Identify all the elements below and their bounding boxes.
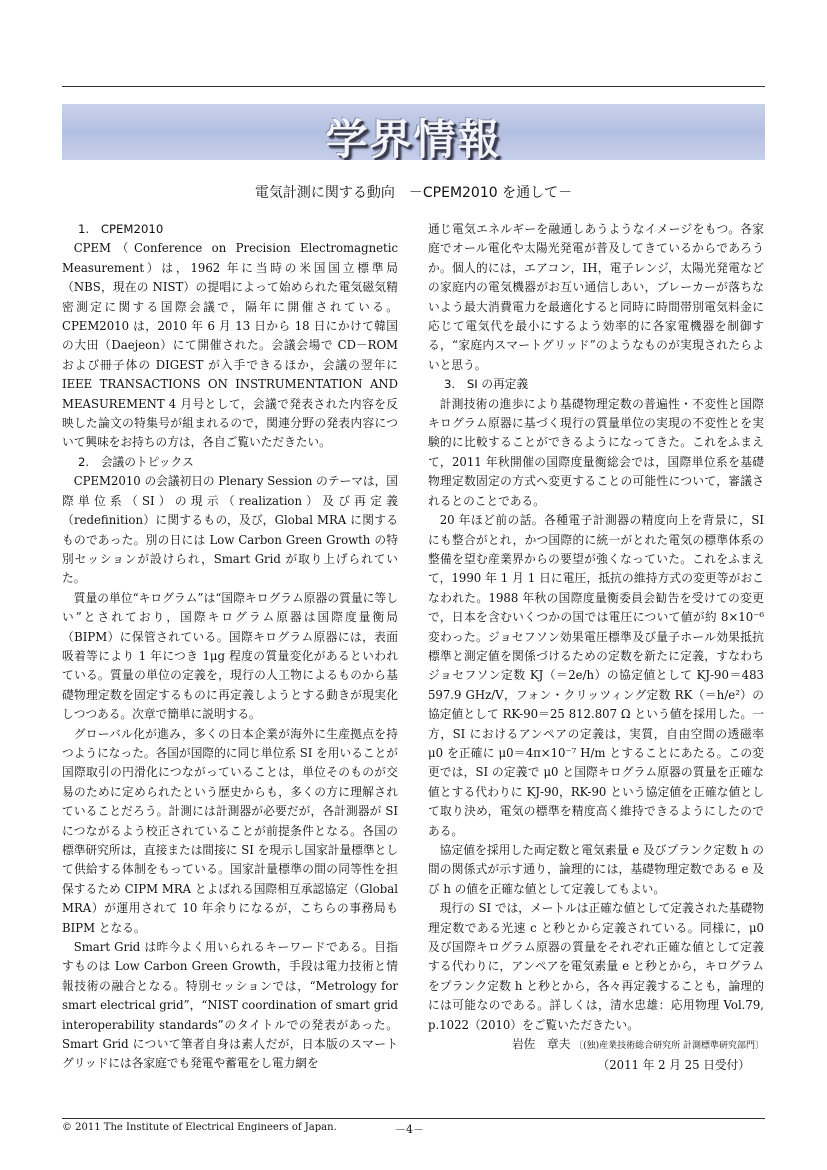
author-name: 岩佐 章夫 (511, 1037, 571, 1052)
received-date: （2011 年 2 月 25 日受付） (597, 1058, 750, 1073)
banner-title: 学界情報 (325, 115, 502, 160)
section-heading: 2. 会議のトピックス (78, 454, 194, 469)
footer-copyright: © 2011 The Institute of Electrical Engineers of Japan. (62, 1122, 337, 1133)
paragraph: 現行の SI では，メートルは正確な値として定義された基礎物理定数である光速 c と秒とから定義されている。同様に，μ0 及び国際キログラム原器の質量をそれぞれ正確な値として定義する代わりに，アンペアを電気素量 e と秒とから，キログラムをプランク定数 h と秒とから，各々再定義することも，論理的には可能なのである。詳しくは，清水忠雄：応用物理 Vol.79, p.1022（2010）をご覧いただきたい。 (428, 901, 764, 1032)
paragraph: 計測技術の進歩により基礎物理定数の普遍性・不変性と国際キログラム原器に基づく現行の質量単位の実現の不変性とを実験的に比較することができるようになってきた。これをふまえて，2011 年秋開催の国際度量衡総会では，国際単位系を基礎物理定数固定の方式へ変更することの可能性について，審議されるとのことである。 (428, 396, 764, 508)
paragraph: CPEM2010 の会議初日の Plenary Session のテーマは，国際単位系（SI）の現示（realization）及び再定義（redefinition）に関するもの，及び，Global MRA に関するものであった。別の日には Low Carbon Green Growth の特別セッションが設けられ，Smart Grid が取り上げられていた。 (62, 474, 398, 586)
section-heading: 1. CPEM2010 (78, 222, 164, 236)
page-number: －4－ (395, 1123, 424, 1136)
paragraph: 協定値を採用した両定数と電気素量 e 及びプランク定数 h の間の関係式が示す通り，論理的には，基礎物理定数である e 及び h の値を正確な値として定義してもよい。 (428, 843, 764, 896)
paragraph: グローバル化が進み，多くの日本企業が海外に生産拠点を持つようになった。各国が国際的に同じ単位系 SI を用いることが国際取引の円滑化につながっていることは，単位そのものが交易のために定められたという歴史からも，多くの方に理解されていることだろう。計測には計測器が必要だが，各計測器が SI につながるよう校正されていることが前提条件となる。各国の標準研究所は，直接または間接に SI を現示し国家計量標準として供給する体制をもっている。国家計量標準の間の同等性を担保するため CIPM MRA とよばれる国際相互承認協定（Global MRA）が運用されて 10 年余りになるが，こちらの事務局も BIPM となる。 (62, 726, 398, 935)
right-column-body (428, 220, 764, 1035)
paragraph: 質量の単位“キログラム”は“国際キログラム原器の質量に等しい”とされており，国際キログラム原器は国際度量衡局（BIPM）に保管されている。国際キログラム原器には，表面吸着等により 1 年につき 1μg 程度の質量変化があるといわれている。質量の単位の定義を，現行の人工物によるものから基礎物理定数を固定するものに再定義しようとする動きが現実化しつつある。次章で簡単に説明する。 (62, 590, 398, 722)
left-column (62, 220, 398, 1074)
section-banner (62, 104, 765, 160)
paragraph: 通じ電気エネルギーを融通しあうようなイメージをもつ。各家庭でオール電化や太陽光発電が普及してきているからであろうか。個人的には，エアコン，IH，電子レンジ，太陽光発電などの家庭内の電気機器がお互い通信しあい，ブレーカーが落ちないよう最大消費電力を最適化すると同時に時間帯別電気料金に応じて電気代を最小にするよう効率的に各家電機器を制御する，“家庭内スマートグリッド”のようなものが実現されたらよいと思う。 (428, 222, 764, 372)
paragraph: 20 年ほど前の話。各種電子計測器の精度向上を背景に，SI にも整合がとれ，かつ国際的に統一がとれた電気の標準体系の整備を望む産業界からの要望が強くなっていた。これをふまえて，1990 年 1 月 1 日に電圧，抵抗の維持方式の変更等がおこなわれた。1988 年秋の国際度量衡委員会勧告を受けての変更で，日本を含むいくつかの国では電圧について値が約 8×10⁻⁶ 変わった。ジョセフソン効果電圧標準及び量子ホール効果抵抗標準と測定値を関係づけるための定数を新たに定義，すなわちジョセフソン定数 KJ（＝2e/h）の協定値として KJ-90＝483 597.9 GHz/V，フォン・クリッツィング定数 RK（＝h/e²）の協定値として RK-90＝25 812.807 Ω という値を採用した。一方，SI におけるアンペアの定義は，実質，自由空間の透磁率 μ0 を正確に μ0＝4π×10⁻⁷ H/m とすることにあたる。この変更では，SI の定義で μ0 と国際キログラム原器の質量を正確な値とする代わりに KJ-90，RK-90 という協定値を正確な値として取り決め，電気の標準を精度高く維持できるようにしたのである。 (428, 513, 764, 838)
top-rule (62, 86, 765, 87)
paragraph: Smart Grid は昨今よく用いられるキーワードである。目指すものは Low Carbon Green Growth，手段は電力技術と情報技術の融合となる。特別セッションでは，“Metrology for smart electrical grid”，“NIST coordination of smart grid interoperability standards”のタイトルでの発表があった。Smart Grid について筆者自身は素人だが，日本版のスマートグリッドには各家庭でも発電や蓄電をし電力網を (62, 940, 398, 1071)
author-affiliation: 〔(独)産業技術総合研究所 計測標準研究部門〕 (574, 1041, 764, 1052)
bottom-rule (62, 1118, 765, 1119)
right-column (428, 220, 764, 1076)
paragraph: CPEM（Conference on Precision Electromagnetic Measurement）は，1962 年に当時の米国国立標準局（NBS，現在の NIST）の提唱によって始められた電気磁気精密測定に関する国際会議で，隔年に開催されている。CPEM2010 は，2010 年 6 月 13 日から 18 日にかけて韓国の大田（Daejeon）にて開催された。会議会場で CD－ROM および冊子体の DIGEST が入手できるほか，会議の翌年に IEEE TRANSACTIONS ON INSTRUMENTATION AND MEASUREMENT 4 月号として，会議で発表された内容を反映した論文の特集号が組まれるので，関連分野の発表内容について興味をお持ちの方は，各自ご覧いただきたい。 (62, 241, 398, 450)
author-line (428, 1035, 764, 1056)
article-title: 電気計測に関する動向 －CPEM2010 を通して－ (254, 185, 573, 201)
section-heading: 3. SI の再定義 (444, 377, 529, 392)
